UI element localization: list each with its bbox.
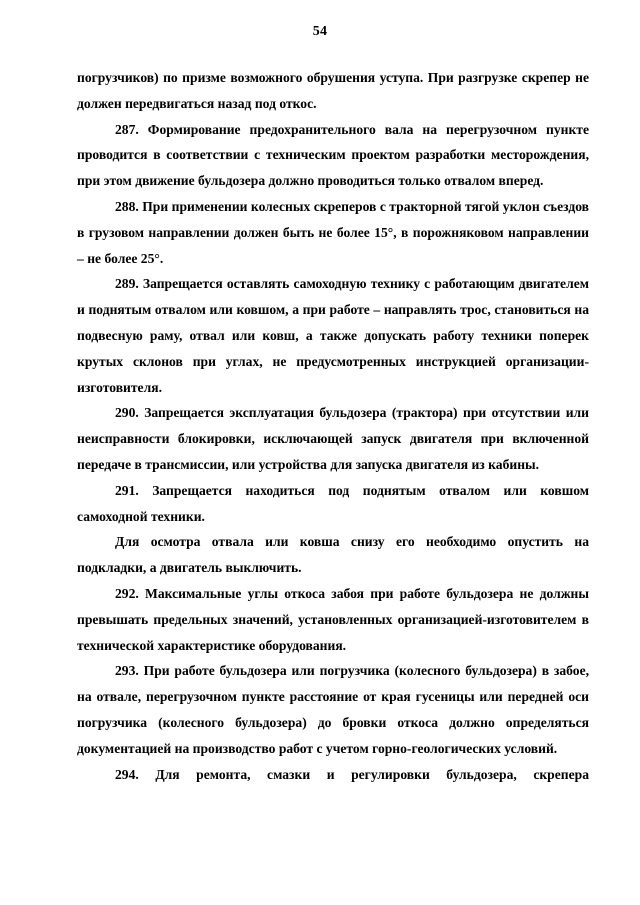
paragraph-292: 292. Максимальные углы откоса забоя при работе бульдозера не должны превышать предельных значений, установленных организацией-изготовителем в технической характеристике оборудования.: [77, 585, 589, 653]
paragraph-289: 289. Запрещается оставлять самоходную технику с работающим двигателем и поднятым отвалом или ковшом, а при работе – направлять трос, становиться на подвесную раму, отвал или ковш, а также допускать работу техники поперек крутых склонов при углах, не предусмотренных инструкцией организации-изготовителя.: [77, 276, 589, 395]
page-number: 54: [312, 24, 328, 39]
document-body: [77, 65, 589, 787]
paragraph-290: 290. Запрещается эксплуатация бульдозера (трактора) при отсутствии или неисправности блокировки, исключающей запуск двигателя при включенной передаче в трансмиссии, или устройства для запуска двигателя из кабины.: [77, 405, 589, 472]
paragraph-287: 287. Формирование предохранительного вала на перегрузочном пункте проводится в соответствии с техническим проектом разработки месторождения, при этом движение бульдозера должно проводиться только отвалом вперед.: [77, 121, 589, 189]
paragraph-293: 293. При работе бульдозера или погрузчика (колесного бульдозера) в забое, на отвале, перегрузочном пункте расстояние от края гусеницы или передней оси погрузчика (колесного бульдозера) до бровки откоса должно определяться документацией на производство работ с учетом горно-геологических условий.: [77, 663, 589, 756]
paragraph-294: 294. Для ремонта, смазки и регулировки бульдозера, скрепера: [115, 766, 589, 782]
paragraph-continuation: погрузчиков) по призме возможного обрушения уступа. При разгрузке скрепер не должен передвигаться назад под откос.: [77, 70, 589, 111]
paragraph-291-note: Для осмотра отвала или ковша снизу его необходимо опустить на подкладки, а двигатель выключить.: [77, 534, 589, 576]
paragraph-288: 288. При применении колесных скреперов с тракторной тягой уклон съездов в грузовом направлении должен быть не более 15°, в порожняковом направлении – не более 25°.: [77, 198, 589, 266]
paragraph-291: 291. Запрещается находиться под поднятым отвалом или ковшом самоходной техники.: [77, 482, 589, 524]
